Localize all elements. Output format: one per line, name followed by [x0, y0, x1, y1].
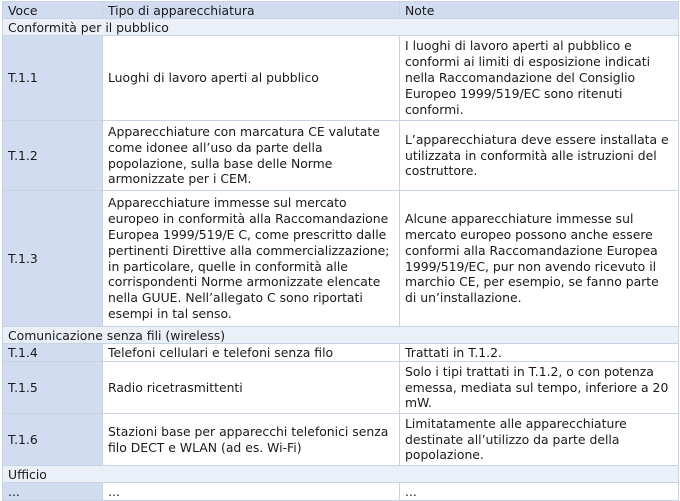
table-row — [3, 362, 679, 414]
cell-note: ... — [400, 483, 679, 501]
cell-tipo: Apparecchiature immesse sul mercato europeo in conformità alla Raccomandazione Europea 1999/519/E C, come prescritto dalle pertinenti Direttive alla commercializzazione; in particolare, quelle in conformità alle corrispondenti Norme armonizzate elencate nella GUUE. Nell’allegato C sono riportati esempi in tal senso. — [103, 191, 400, 327]
section-row — [3, 327, 679, 344]
cell-note: Alcune apparecchiature immesse sul mercato europeo possono anche essere conformi alla Raccomandazione Europea 1999/519/EC, pur non avendo ricevuto il marchio CE, per esempio, se fanno parte di un’installazione. — [400, 191, 679, 327]
cell-note: Limitatamente alle apparecchiature destinate all’utilizzo da parte della popolazione. — [400, 414, 679, 466]
cell-voce: T.1.4 — [3, 344, 103, 362]
table-row — [3, 36, 679, 121]
table-row — [3, 121, 679, 191]
cell-voce: T.1.1 — [3, 36, 103, 121]
section-title: Comunicazione senza fili (wireless) — [3, 327, 679, 344]
cell-voce: T.1.3 — [3, 191, 103, 327]
section-title: Conformità per il pubblico — [3, 19, 679, 36]
cell-tipo: Stazioni base per apparecchi telefonici senza filo DECT e WLAN (ad es. Wi-Fi) — [103, 414, 400, 466]
cell-note: Solo i tipi trattati in T.1.2, o con potenza emessa, mediata sul tempo, inferiore a 20 mW. — [400, 362, 679, 414]
cell-voce: T.1.6 — [3, 414, 103, 466]
section-title: Ufficio — [3, 466, 679, 483]
cell-voce: T.1.5 — [3, 362, 103, 414]
cell-note: L’apparecchiatura deve essere installata e utilizzata in conformità alle istruzioni del costruttore. — [400, 121, 679, 191]
cell-tipo: Luoghi di lavoro aperti al pubblico — [103, 36, 400, 121]
equipment-table — [2, 1, 679, 501]
header-row — [3, 2, 679, 19]
table-row — [3, 344, 679, 362]
table-row — [3, 414, 679, 466]
header-note: Note — [400, 2, 679, 19]
header-tipo: Tipo di apparecchiatura — [103, 2, 400, 19]
cell-note: I luoghi di lavoro aperti al pubblico e conformi ai limiti di esposizione indicati nella Raccomandazione del Consiglio Europeo 1999/519/EC sono ritenuti conformi. — [400, 36, 679, 121]
cell-tipo: ... — [103, 483, 400, 501]
cell-voce: ... — [3, 483, 103, 501]
cell-note: Trattati in T.1.2. — [400, 344, 679, 362]
cell-voce: T.1.2 — [3, 121, 103, 191]
cell-tipo: Apparecchiature con marcatura CE valutate come idonee all’uso da parte della popolazione, sulla base delle Norme armonizzate per i CEM. — [103, 121, 400, 191]
cell-tipo: Radio ricetrasmittenti — [103, 362, 400, 414]
table-row — [3, 191, 679, 327]
section-row — [3, 466, 679, 483]
header-voce: Voce — [3, 2, 103, 19]
table-row — [3, 483, 679, 501]
section-row — [3, 19, 679, 36]
cell-tipo: Telefoni cellulari e telefoni senza filo — [103, 344, 400, 362]
